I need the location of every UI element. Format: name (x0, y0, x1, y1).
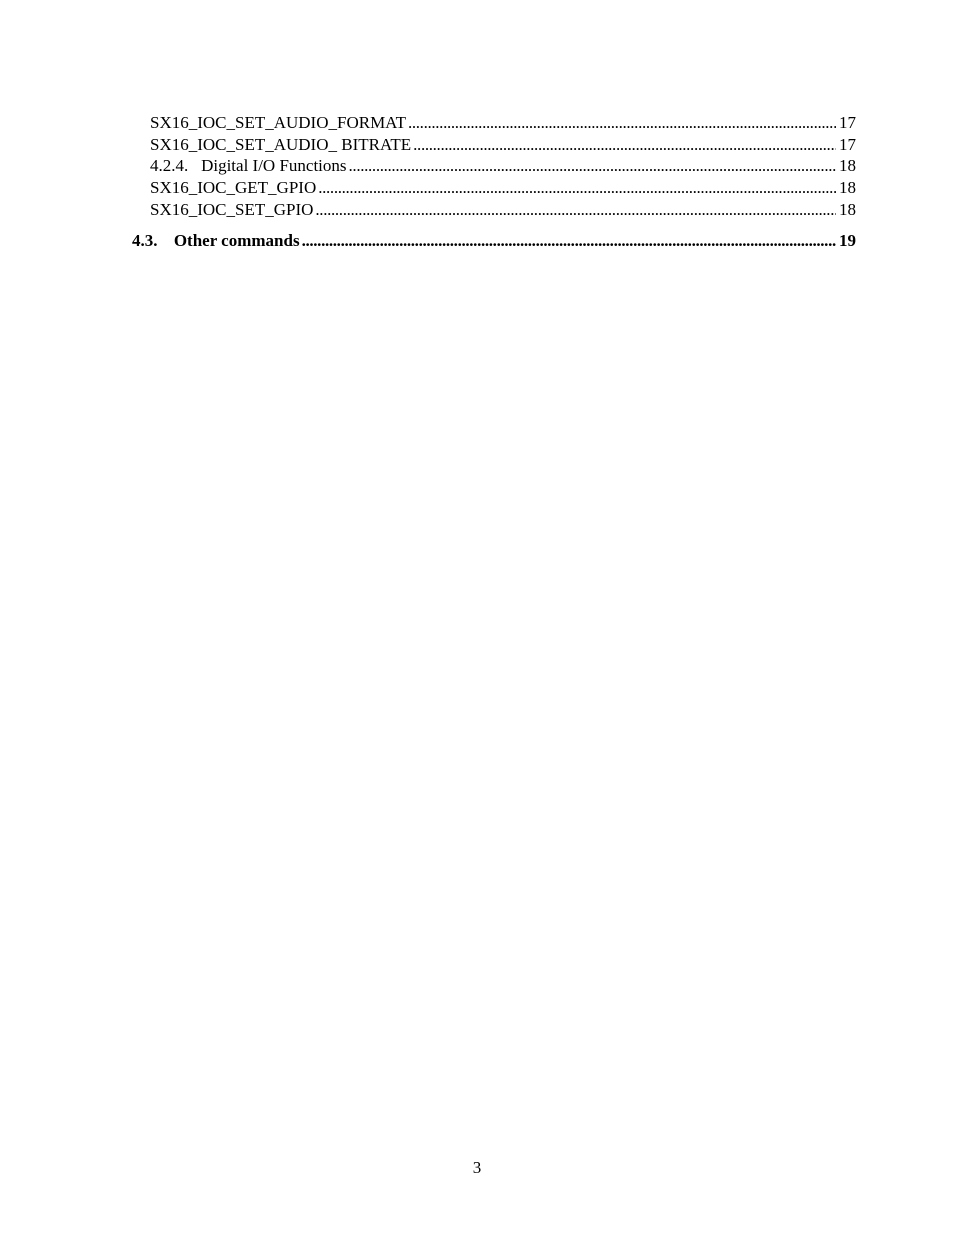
toc-entry-title: SX16_IOC_SET_AUDIO_FORMAT (150, 113, 406, 132)
dot-leader (413, 135, 836, 155)
dot-leader (318, 178, 836, 198)
toc-entry-page: 18 (839, 178, 856, 197)
toc-entry-page: 17 (839, 113, 856, 132)
dot-leader (408, 113, 836, 133)
toc-entry[interactable] (150, 135, 856, 155)
dot-leader (349, 156, 836, 176)
dot-leader (315, 200, 836, 220)
toc-entry-page: 18 (839, 200, 856, 219)
toc-entry-title: Digital I/O Functions (201, 156, 347, 175)
page-number: 3 (472, 1158, 482, 1177)
toc-entry-title: SX16_IOC_GET_GPIO (150, 178, 317, 197)
toc-entry[interactable] (150, 178, 856, 198)
toc-entry[interactable] (132, 231, 856, 251)
toc-entry[interactable] (150, 113, 856, 133)
toc-entry-number: 4.3. (132, 231, 158, 250)
toc-entry-page: 19 (839, 231, 856, 250)
toc-entry[interactable] (150, 200, 856, 220)
toc-entry-title: Other commands (173, 231, 300, 250)
toc-entry-number: 4.2.4. (150, 156, 189, 175)
dot-leader (302, 231, 836, 251)
toc-entry-title: SX16_IOC_SET_AUDIO_ BITRATE (150, 135, 412, 154)
toc-entry-title: SX16_IOC_SET_GPIO (150, 200, 314, 219)
toc-entry[interactable] (150, 156, 856, 176)
toc-entry-page: 18 (839, 156, 856, 175)
toc-entry-page: 17 (839, 135, 856, 154)
